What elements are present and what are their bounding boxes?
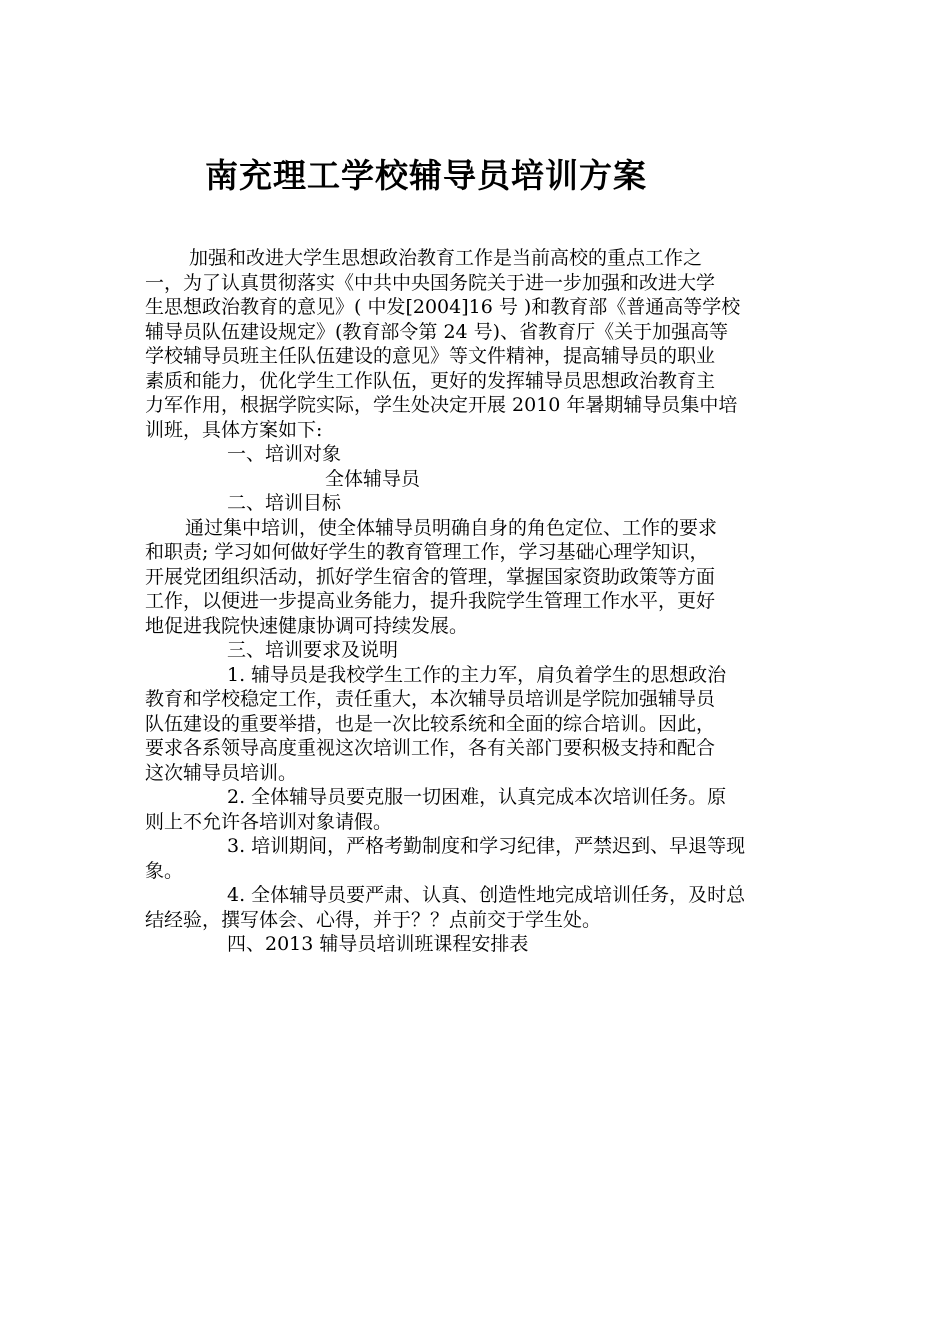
body-line: 全体辅导员 — [325, 467, 421, 490]
body-line: 一，为了认真贯彻落实《中共中央国务院关于进一步加强和改进大学 — [145, 271, 716, 294]
body-line: 2. 全体辅导员要克服一切困难，认真完成本次培训任务。原 — [227, 786, 727, 808]
body-line: 工作，以便进一步提高业务能力，提升我院学生管理工作水平，更好 — [145, 590, 716, 612]
body-line: 加强和改进大学生思想政治教育工作是当前高校的重点工作之 — [189, 247, 703, 269]
body-line: 队伍建设的重要举措，也是一次比较系统和全面的综合培训。因此， — [145, 712, 716, 735]
body-line: 3. 培训期间，严格考勤制度和学习纪律，严禁迟到、早退等现 — [227, 835, 746, 857]
body-line: 则上不允许各培训对象请假。 — [145, 810, 393, 833]
body-line: 训班，具体方案如下: — [145, 418, 323, 441]
body-line: 通过集中培训，使全体辅导员明确自身的角色定位、工作的要求 — [185, 516, 718, 539]
body-line: 要求各系领导高度重视这次培训工作，各有关部门要积极支持和配合 — [145, 737, 716, 759]
body-line: 辅导员队伍建设规定》(教育部令第 24 号)、省教育厅《关于加强高等 — [145, 320, 729, 343]
body-line: 结经验，撰写体会、心得，并于？？点前交于学生处。 — [145, 908, 602, 931]
body-line: 和职责; 学习如何做好学生的教育管理工作，学习基础心理学知识， — [145, 541, 709, 563]
body-line: 二、培训目标 — [227, 492, 342, 514]
body-line: 象。 — [145, 859, 184, 882]
body-line: 生思想政治教育的意见》( 中发[2004]16 号 )和教育部《普通高等学校 — [145, 296, 741, 318]
body-line: 这次辅导员培训。 — [145, 761, 298, 784]
body-line: 素质和能力，优化学生工作队伍，更好的发挥辅导员思想政治教育主 — [145, 369, 716, 392]
body-line: 开展党团组织活动，抓好学生宿舍的管理，掌握国家资助政策等方面 — [145, 565, 716, 588]
body-line: 四、2013 辅导员培训班课程安排表 — [227, 933, 529, 955]
body-line: 1. 辅导员是我校学生工作的主力军，肩负着学生的思想政治 — [227, 663, 727, 686]
body-line: 4. 全体辅导员要严肃、认真、创造性地完成培训任务，及时总 — [227, 884, 746, 906]
body-line: 力军作用，根据学院实际，学生处决定开展 2010 年暑期辅导员集中培 — [145, 394, 738, 416]
body-line: 学校辅导员班主任队伍建设的意见》等文件精神，提高辅导员的职业 — [145, 345, 716, 367]
body-line: 三、培训要求及说明 — [227, 639, 399, 661]
document-body — [145, 246, 807, 957]
body-line: 教育和学校稳定工作，责任重大，本次辅导员培训是学院加强辅导员 — [145, 688, 716, 710]
body-line: 地促进我院快速健康协调可持续发展。 — [145, 614, 469, 637]
document-title: 南充理工学校辅导员培训方案 — [205, 156, 647, 195]
body-line: 一、培训对象 — [227, 443, 342, 465]
